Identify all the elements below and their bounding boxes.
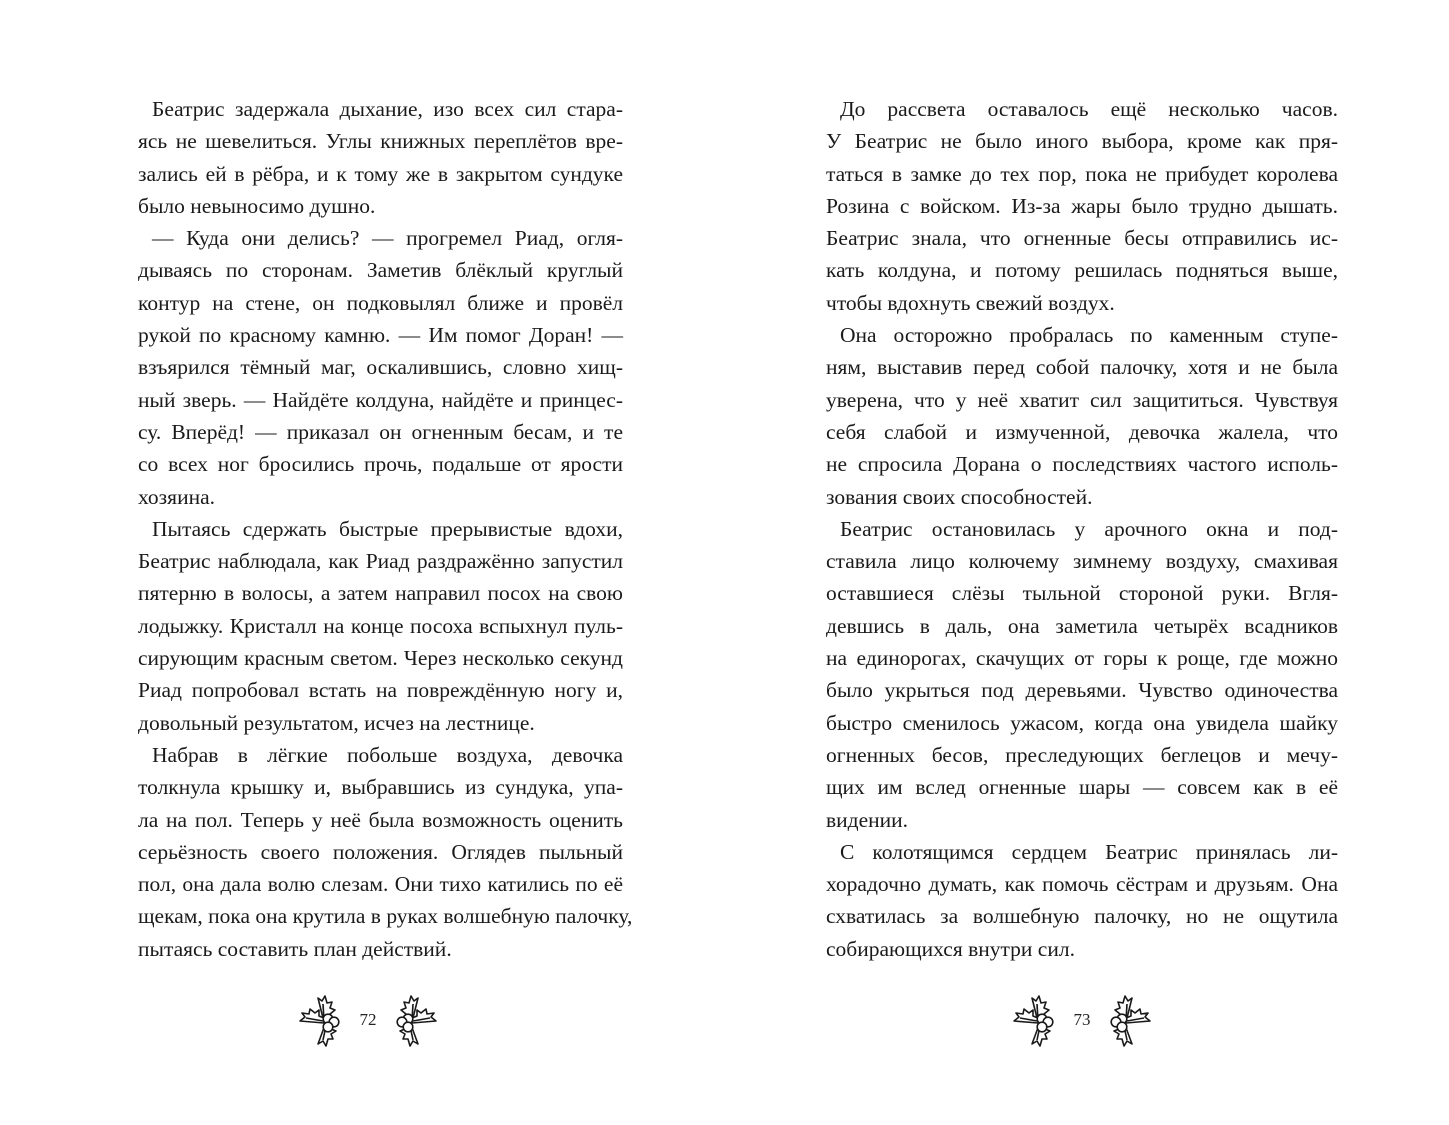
text-line: Беатрис остановилась у арочного окна и под- [840, 516, 1338, 541]
text-line: дываясь по сторонам. Заметив блёклый круглый [138, 258, 623, 283]
text-line: ставила лицо колючему зимнему воздуху, смахивая [826, 549, 1338, 574]
text-line: Пытаясь сдержать быстрые прерывистые вдохи, [152, 516, 623, 541]
text-line: У Беатрис не было иного выбора, кроме как пря- [826, 129, 1338, 154]
text-line: на единорогах, скачущих от горы к роще, где можно [826, 646, 1338, 671]
text-line: серьёзность своего положения. Оглядев пыльный [138, 839, 623, 864]
text-line: ла на пол. Теперь у неё была возможность оценить [138, 807, 623, 832]
text-line: зования своих способностей. [826, 484, 1093, 509]
text-line: со всех ног бросились прочь, подальше от ярости [138, 452, 623, 477]
text-line: пятерню в волосы, а затем направил посох на свою [138, 581, 623, 606]
text-line: девшись в даль, она заметила четырёх всадников [826, 613, 1338, 638]
text-line: Розина с войском. Из-за жары было трудно дышать. [826, 193, 1338, 218]
right-page-folio [1010, 990, 1154, 1050]
text-line: — Куда они делись? — прогремел Риад, огля- [152, 226, 623, 251]
text-line: взъярился тёмный маг, оскалившись, словно хищ- [138, 355, 623, 380]
text-line: пытаясь составить план действий. [138, 936, 452, 961]
text-line: Она осторожно пробралась по каменным ступе- [840, 323, 1338, 348]
text-line: таться в замке до тех пор, пока не прибудет королева [826, 161, 1338, 186]
right-page [724, 0, 1449, 1125]
text-line: чтобы вдохнуть свежий воздух. [826, 290, 1115, 315]
text-line: До рассвета оставалось ещё несколько часов. [840, 97, 1338, 121]
text-line: хозяина. [138, 484, 215, 509]
text-line: собирающихся внутри сил. [826, 936, 1075, 961]
text-line: быстро сменилось ужасом, когда она увидела шайку [826, 710, 1338, 735]
holly-leaf-icon [392, 992, 438, 1048]
text-line: рукой по красному камню. — Им помог Доран! — [138, 323, 623, 348]
text-line: уверена, что у неё хватит сил защититься. Чувствуя [826, 387, 1338, 412]
page-number: 72 [359, 1010, 377, 1029]
text-line: довольный результатом, исчез на лестнице. [138, 710, 535, 735]
text-line: Риад попробовал встать на повреждённую ногу и, [138, 678, 623, 703]
holly-leaf-icon [1012, 992, 1058, 1048]
text-line: было невыносимо душно. [138, 193, 376, 218]
text-line: зались ей в рёбра, и к тому же в закрытом сундуке [138, 161, 623, 186]
text-line: лодыжку. Кристалл на конце посоха вспыхнул пуль- [138, 613, 623, 638]
text-line: схватилась за волшебную палочку, но не ощутила [826, 904, 1338, 929]
text-line: огненных бесов, преследующих беглецов и мечу- [826, 742, 1338, 767]
text-line: С колотящимся сердцем Беатрис принялась ли- [840, 839, 1338, 864]
text-line: пол, она дала волю слезам. Они тихо катились по её [138, 872, 623, 897]
right-page-text [826, 93, 1338, 965]
text-line: кать колдуна, и потому решилась подняться выше, [826, 258, 1338, 283]
text-line: щекам, пока она крутила в руках волшебную палочку, [138, 904, 633, 929]
text-line: ням, выставив перед собой палочку, хотя и не была [826, 355, 1338, 380]
text-line: сирующим красным светом. Через несколько секунд [138, 646, 623, 671]
text-line: контур на стене, он подковылял ближе и провёл [138, 290, 623, 315]
text-line: было укрыться под деревьями. Чувство одиночества [826, 678, 1338, 703]
text-line: толкнула крышку и, выбравшись из сундука, упа- [138, 775, 623, 800]
text-line: хорадочно думать, как помочь сёстрам и друзьям. Она [826, 872, 1338, 897]
text-line: щих им вслед огненные шары — совсем как в её [826, 775, 1338, 800]
text-line: ный зверь. — Найдёте колдуна, найдёте и принцес- [138, 387, 623, 412]
left-page [0, 0, 724, 1125]
left-page-text [138, 93, 633, 965]
left-page-folio [296, 990, 440, 1050]
text-line: видении. [826, 807, 909, 832]
page-number: 73 [1073, 1010, 1091, 1029]
text-line: Беатрис задержала дыхание, изо всех сил стара- [152, 97, 623, 121]
text-line: себя слабой и измученной, девочка жалела, что [826, 419, 1338, 444]
text-line: Набрав в лёгкие побольше воздуха, девочка [152, 742, 623, 767]
holly-leaf-icon [1106, 992, 1152, 1048]
text-line: су. Вперёд! — приказал он огненным бесам, и те [138, 419, 623, 444]
text-line: не спросила Дорана о последствиях частого исполь- [826, 452, 1338, 477]
text-line: Беатрис наблюдала, как Риад раздражённо запустил [138, 549, 623, 574]
holly-leaf-icon [298, 992, 344, 1048]
text-line: ясь не шевелиться. Углы книжных переплётов вре- [138, 129, 623, 154]
text-line: оставшиеся слёзы тыльной стороной руки. Вгля- [826, 581, 1338, 606]
text-line: Беатрис знала, что огненные бесы отправились ис- [826, 226, 1338, 251]
